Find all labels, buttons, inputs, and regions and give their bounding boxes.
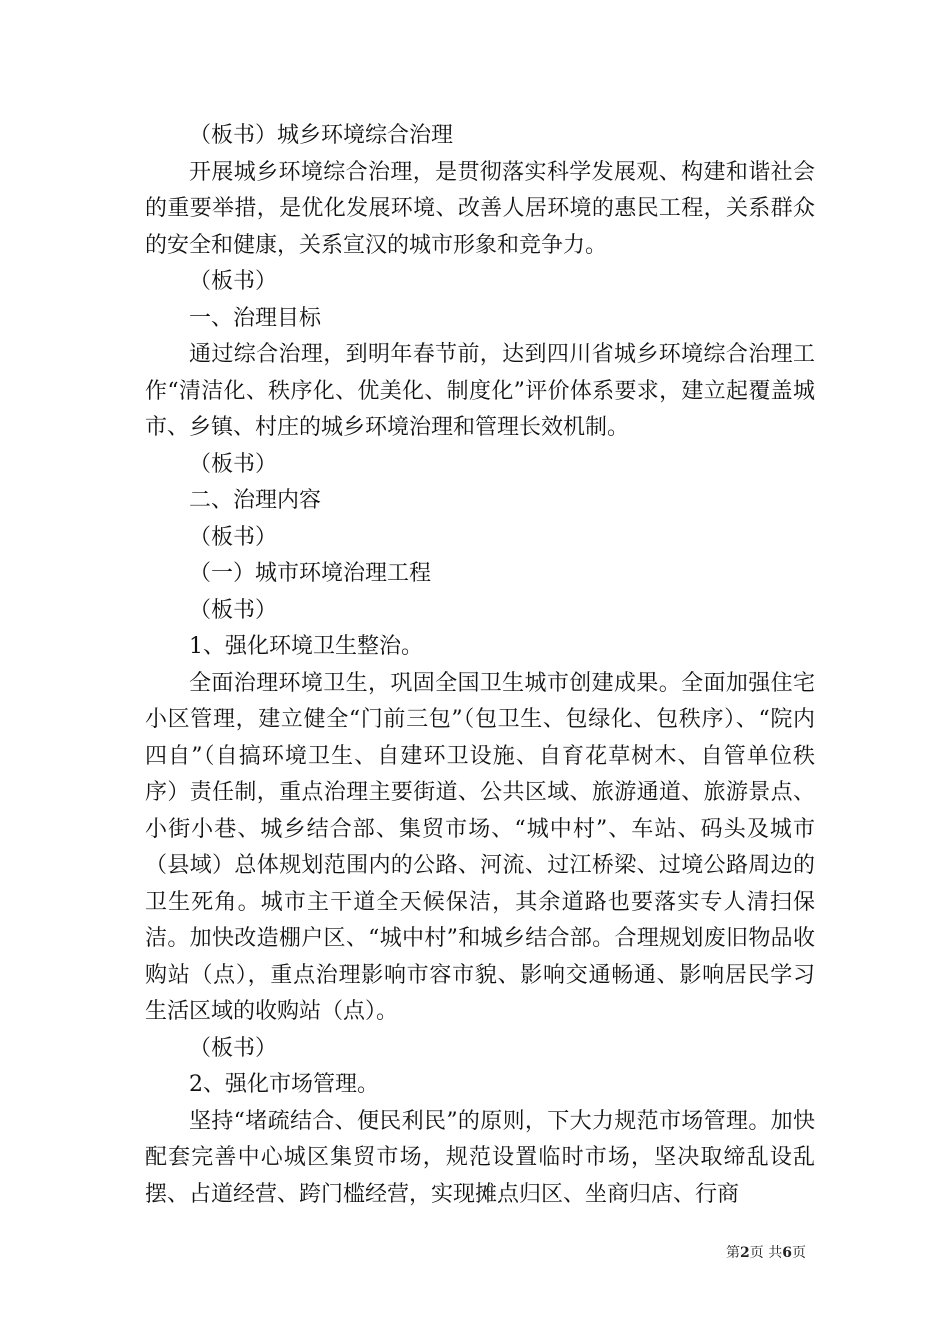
- footer-middle: 页 共: [749, 1245, 783, 1261]
- subsection-heading: （一）城市环境治理工程: [189, 561, 432, 586]
- section-heading: （板书）城乡环境综合治理: [189, 123, 454, 148]
- board-note: （板书）: [189, 1035, 278, 1061]
- body-paragraph: 全面治理环境卫生，巩固全国卫生城市创建成果。全面加强住宅小区管理，建立健全“门前三包”（包卫生、包绿化、包秩序）、“院内四自”（自搞环境卫生、自建环卫设施、自育花草树木、自管单位秩序）责任制，重点治理主要街道、公共区域、旅游通道、旅游景点、小街小巷、城乡结合部、集贸市场、“城中村”、车站、码头及城市（县域）总体规划范围内的公路、河流、过江桥梁、过境公路周边的卫生死角。城市主干道全天候保洁，其余道路也要落实专人清扫保洁。加快改造棚户区、“城中村”和城乡结合部。合理规划废旧物品收购站（点），重点治理影响市容市貌、影响交通畅通、影响居民学习生活区域的收购站（点）。: [145, 670, 815, 1024]
- item-heading: 2、强化市场管理。: [189, 1072, 379, 1097]
- board-note: （板书）: [189, 269, 278, 294]
- body-paragraph: 开展城乡环境综合治理，是贯彻落实科学发展观、构建和谐社会的重要举措，是优化发展环境、改善人居环境的惠民工程，关系群众的安全和健康，关系宣汉的城市形象和竞争力。: [145, 159, 815, 258]
- document-body: [145, 118, 815, 1213]
- footer-suffix: 页: [792, 1245, 806, 1261]
- board-note: （板书）: [189, 597, 278, 623]
- body-paragraph: 通过综合治理，到明年春节前，达到四川省城乡环境综合治理工作“清洁化、秩序化、优美化、制度化”评价体系要求，建立起覆盖城市、乡镇、村庄的城乡环境治理和管理长效机制。: [145, 342, 815, 440]
- current-page-number: 2: [740, 1245, 750, 1261]
- section-heading: 二、治理内容: [189, 488, 322, 513]
- board-note: （板书）: [189, 524, 278, 550]
- page-footer: [0, 1242, 806, 1262]
- section-heading: 一、治理目标: [189, 305, 322, 331]
- board-note: （板书）: [189, 451, 278, 477]
- body-paragraph: 坚持“堵疏结合、便民利民”的原则，下大力规范市场管理。加快配套完善中心城区集贸市场，规范设置临时市场，坚决取缔乱设乱摆、占道经营、跨门槛经营，实现摊点归区、坐商归店、行商: [145, 1108, 815, 1207]
- footer-prefix: 第: [726, 1245, 741, 1261]
- total-page-number: 6: [782, 1245, 792, 1261]
- item-heading: 1、强化环境卫生整治。: [189, 634, 423, 659]
